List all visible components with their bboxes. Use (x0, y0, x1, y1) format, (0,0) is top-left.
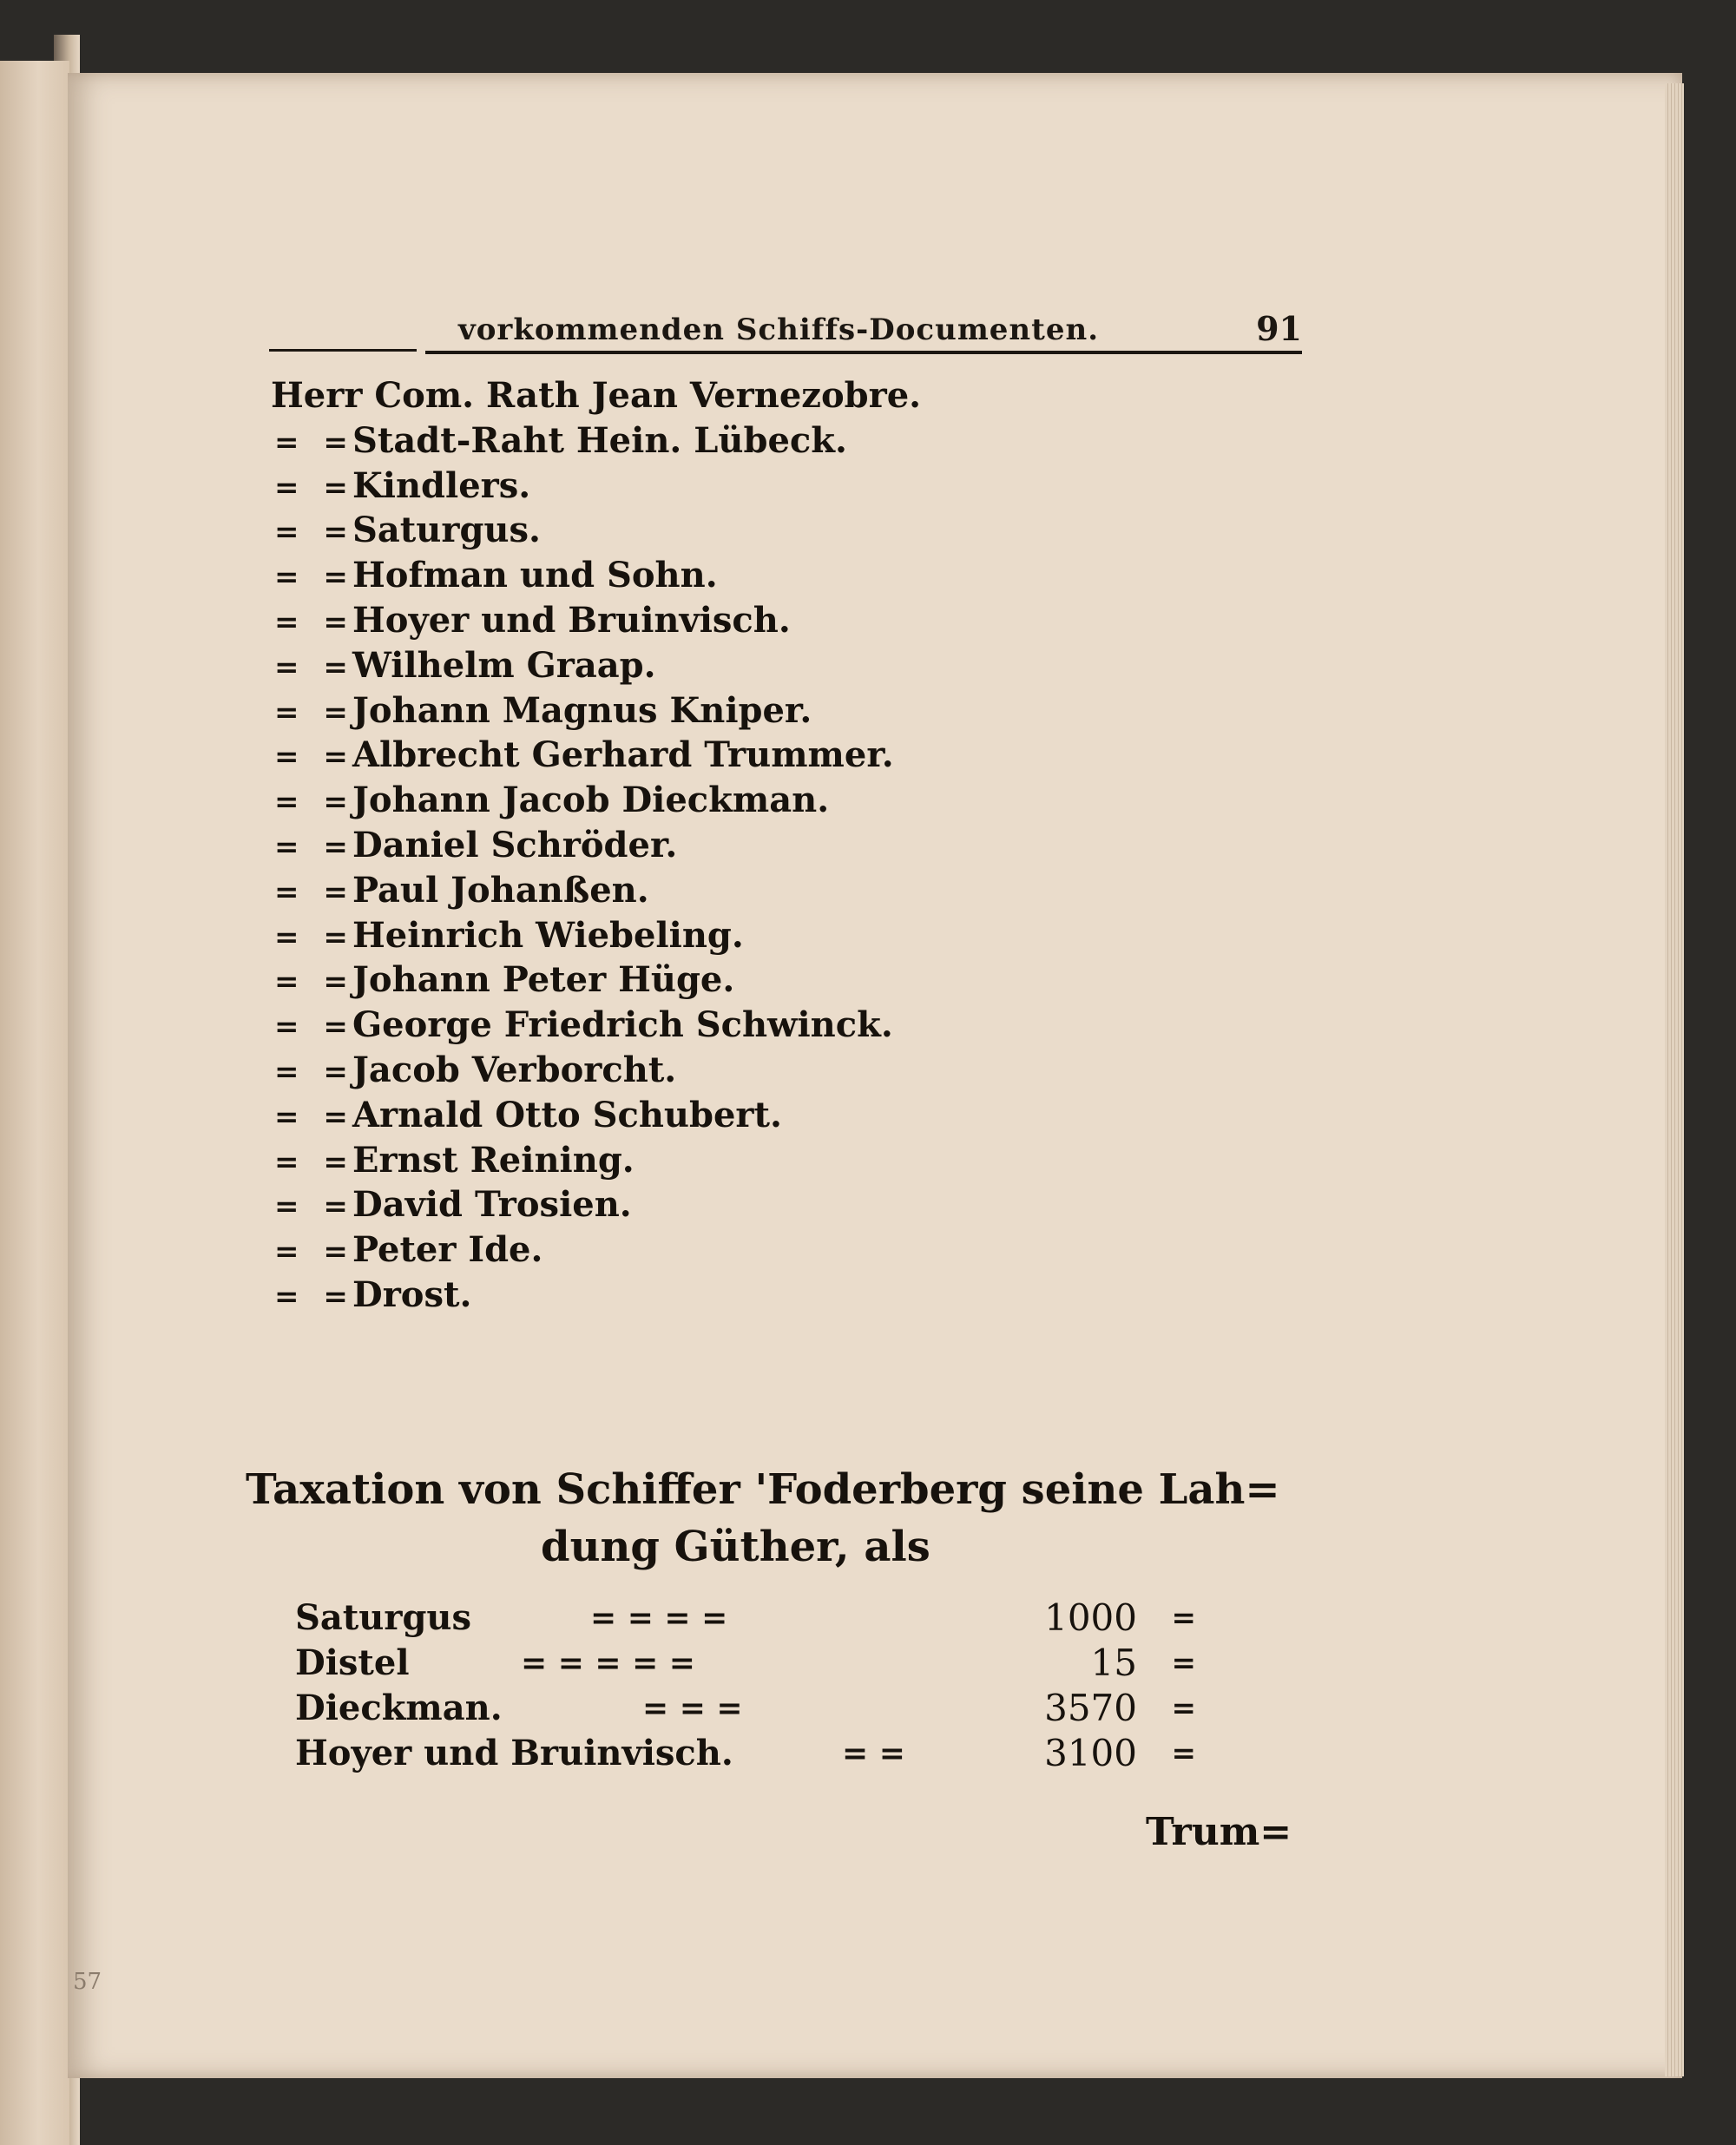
name-text: Herr Com. Rath Jean Vernezobre. (271, 375, 922, 416)
taxation-heading-line2: dung Güther, als (541, 1523, 930, 1571)
ditto-mark: = = (274, 829, 355, 865)
ditto-mark: = = (274, 1010, 355, 1045)
ditto-mark: = = (274, 874, 355, 910)
list-item (271, 373, 1052, 418)
ditto-mark: = = (274, 785, 355, 820)
head-rule (425, 351, 1302, 354)
name-text: Hoyer und Bruinvisch. (352, 599, 791, 641)
table-row (295, 1686, 1215, 1731)
name-text: David Trosien. (352, 1184, 632, 1226)
page-stack-edge (1665, 83, 1684, 2076)
list-item (271, 733, 1052, 778)
name-text: Jacob Verborcht. (352, 1049, 677, 1090)
list-item (271, 1138, 1052, 1183)
ditto-mark: = = (274, 740, 355, 775)
ditto-mark: = = (274, 919, 355, 955)
ditto-mark: = = (274, 1099, 355, 1135)
ditto-mark: = = (274, 470, 355, 505)
list-item (271, 643, 1052, 688)
list-item (271, 1093, 1052, 1138)
list-item (271, 1273, 1052, 1318)
list-item (271, 598, 1052, 643)
ditto-mark: = = (274, 515, 355, 550)
item-amount: 15 (1090, 1642, 1137, 1684)
name-text: Saturgus. (352, 510, 541, 551)
list-item (271, 957, 1052, 1003)
item-name: Dieckman. (295, 1688, 503, 1728)
ditto-mark: = = (274, 694, 355, 730)
ditto-mark: = = (274, 604, 355, 640)
item-unit: = (1171, 1601, 1196, 1635)
taxation-heading (246, 1461, 1313, 1576)
name-text: George Friedrich Schwinck. (352, 1004, 893, 1046)
ditto-mark: = = (274, 1279, 355, 1314)
leader-dots: = = (842, 1735, 905, 1772)
name-text: Daniel Schröder. (352, 824, 678, 865)
item-name: Saturgus (295, 1597, 472, 1638)
ditto-mark: = = (274, 560, 355, 595)
name-list (271, 373, 1052, 1318)
name-text: Stadt-Raht Hein. Lübeck. (352, 419, 847, 461)
head-rule-left (269, 349, 417, 352)
list-item (271, 1227, 1052, 1273)
name-text: Peter Ide. (352, 1229, 543, 1271)
name-text: Heinrich Wiebeling. (352, 914, 744, 956)
ditto-mark: = = (274, 1054, 355, 1089)
leader-dots: = = = (642, 1690, 743, 1727)
ditto-mark: = = (274, 424, 355, 460)
leader-dots: = = = = = (521, 1645, 695, 1681)
list-item (271, 913, 1052, 958)
left-page-edge (0, 61, 69, 2145)
name-text: Ernst Reining. (352, 1139, 635, 1181)
list-item (271, 778, 1052, 823)
name-text: Hofman und Sohn. (352, 555, 718, 596)
name-text: Arnald Otto Schubert. (352, 1094, 782, 1135)
item-amount: 1000 (1044, 1596, 1137, 1639)
item-name: Hoyer und Bruinvisch. (295, 1733, 733, 1773)
table-row (295, 1731, 1215, 1776)
name-text: Wilhelm Graap. (352, 644, 656, 686)
list-item (271, 823, 1052, 868)
running-head (269, 309, 1302, 358)
list-item (271, 508, 1052, 553)
leader-dots: = = = = (590, 1600, 728, 1636)
name-text: Kindlers. (352, 464, 531, 506)
list-item (271, 1182, 1052, 1227)
name-text: Paul Johanßen. (352, 869, 649, 911)
running-head-title: vorkommenden Schiffs-Documenten. (458, 313, 1100, 347)
table-row (295, 1596, 1215, 1641)
catchword: Trum= (1146, 1810, 1292, 1854)
item-amount: 3100 (1044, 1732, 1137, 1774)
list-item (271, 1048, 1052, 1093)
ditto-mark: = = (274, 1189, 355, 1225)
item-unit: = (1171, 1736, 1196, 1771)
name-text: Johann Peter Hüge. (352, 959, 735, 1001)
ditto-mark: = = (274, 649, 355, 685)
list-item (271, 418, 1052, 464)
name-text: Johann Jacob Dieckman. (352, 780, 830, 821)
item-unit: = (1171, 1691, 1196, 1726)
name-text: Albrecht Gerhard Trummer. (352, 734, 894, 776)
item-name: Distel (295, 1642, 410, 1683)
ditto-mark: = = (274, 1234, 355, 1270)
item-unit: = (1171, 1646, 1196, 1681)
name-text: Drost. (352, 1273, 472, 1315)
list-item (271, 553, 1052, 598)
ditto-mark: = = (274, 1144, 355, 1180)
taxation-table (295, 1596, 1215, 1776)
list-item (271, 464, 1052, 509)
taxation-heading-line1: Taxation von Schiffer 'Foderberg seine Lah= (246, 1465, 1280, 1514)
margin-note: 57 (73, 1969, 102, 1995)
page-number: 91 (1256, 309, 1302, 348)
table-row (295, 1641, 1215, 1686)
ditto-mark: = = (274, 964, 355, 1000)
name-text: Johann Magnus Kniper. (352, 689, 812, 731)
item-amount: 3570 (1044, 1687, 1137, 1729)
list-item (271, 688, 1052, 734)
list-item (271, 1003, 1052, 1048)
list-item (271, 868, 1052, 913)
